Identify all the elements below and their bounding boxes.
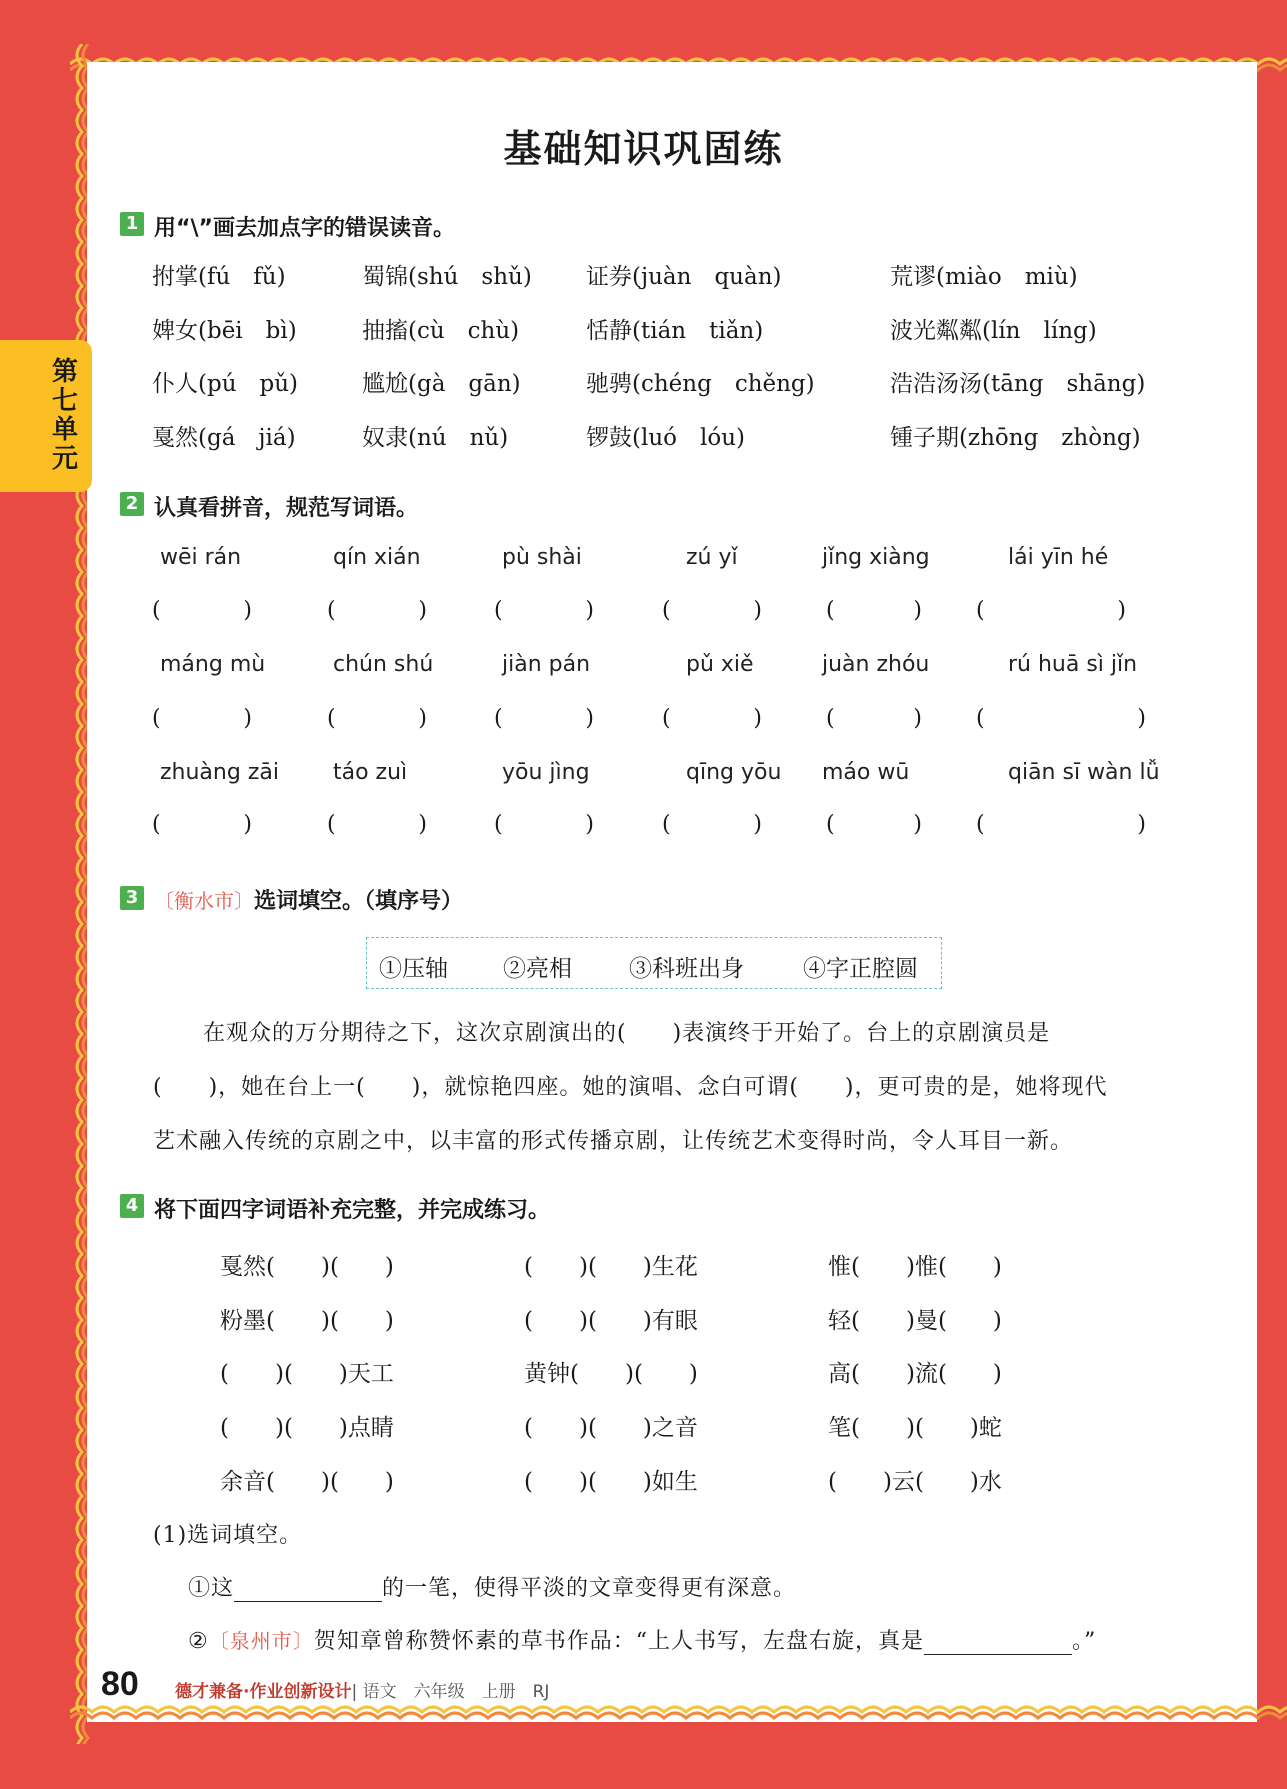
question-4-heading: 将下面四字词语补充完整，并完成练习。 (154, 1198, 551, 1223)
paren-close: ) (418, 812, 427, 837)
sentence-2-middle: 贺知章曾称赞怀素的草书作品：“上人书写，左盘右旋，真是 (313, 1629, 924, 1654)
answer-box[interactable] (976, 706, 1146, 731)
paren-close: ) (418, 598, 427, 623)
pinyin-prompt: máng mù (160, 652, 266, 677)
paren-close: ) (753, 812, 762, 837)
answer-box[interactable] (662, 812, 762, 837)
answer-box[interactable] (826, 812, 922, 837)
answer-box[interactable] (976, 598, 1126, 623)
pinyin-prompt: qín xián (333, 545, 421, 570)
fill-sentence-2 (188, 1624, 1198, 1655)
question-1-number: 1 (120, 212, 144, 236)
paren-open: ( (976, 598, 985, 623)
page-number: 80 (101, 1665, 139, 1703)
idiom-item[interactable]: 笔( )( )蛇 (828, 1415, 1002, 1441)
paren-close: ) (585, 706, 594, 731)
answer-box[interactable] (152, 598, 252, 623)
pinyin-prompt: yōu jìng (502, 760, 590, 785)
region-tag: 〔衡水市〕 (154, 889, 254, 913)
paren-close: ) (913, 812, 922, 837)
answer-box[interactable] (152, 706, 252, 731)
sentence-2-end: 。” (1071, 1629, 1097, 1654)
word-options-box (366, 937, 942, 989)
reading-item: 证券(juàn quàn) (586, 264, 782, 290)
idiom-item[interactable]: 余音( )( ) (220, 1469, 394, 1495)
footer-caption (175, 1677, 549, 1702)
paren-open: ( (494, 706, 503, 731)
fill-sentence-1 (188, 1571, 1198, 1602)
pinyin-prompt: chún shú (333, 652, 434, 677)
sentence-2-start: ② (188, 1629, 209, 1654)
option-4: ④字正腔圆 (803, 956, 918, 982)
idiom-item[interactable]: 戛然( )( ) (220, 1254, 394, 1280)
answer-blank-1[interactable] (234, 1577, 382, 1602)
unit-tab-label: 第七单元 (52, 357, 79, 474)
paren-open: ( (976, 812, 985, 837)
pinyin-prompt: zú yǐ (686, 545, 738, 570)
paren-open: ( (327, 812, 336, 837)
sentence-1-end: 的一笔，使得平淡的文章变得更有深意。 (382, 1576, 797, 1601)
answer-box[interactable] (327, 812, 427, 837)
paren-open: ( (976, 706, 985, 731)
paren-close: ) (585, 598, 594, 623)
paren-close: ) (243, 812, 252, 837)
idiom-item[interactable]: ( )( )有眼 (524, 1308, 698, 1334)
idiom-item[interactable]: ( )( )天工 (220, 1361, 394, 1387)
paren-open: ( (826, 598, 835, 623)
reading-item: 仆人(pú pǔ) (152, 371, 299, 397)
answer-box[interactable] (826, 598, 922, 623)
paren-open: ( (152, 706, 161, 731)
reading-item: 尴尬(gà gān) (362, 371, 521, 397)
paren-close: ) (243, 598, 252, 623)
reading-item: 拊掌(fú fǔ) (152, 264, 286, 290)
answer-box[interactable] (327, 706, 427, 731)
paren-close: ) (1117, 598, 1126, 623)
answer-box[interactable] (826, 706, 922, 731)
question-2-number: 2 (120, 492, 144, 516)
idiom-item[interactable]: ( )( )点睛 (220, 1415, 394, 1441)
reading-item: 恬静(tián tiǎn) (586, 318, 764, 344)
idiom-item[interactable]: ( )云( )水 (828, 1469, 1002, 1495)
paren-close: ) (753, 598, 762, 623)
reading-item: 锣鼓(luó lóu) (586, 425, 745, 451)
paren-close: ) (418, 706, 427, 731)
pinyin-prompt: jiàn pán (502, 652, 591, 677)
idiom-item[interactable]: ( )( )生花 (524, 1254, 698, 1280)
paragraph-line-2: ( )，她在台上一( )，就惊艳四座。她的演唱、念白可谓( )，更可贵的是，她将现代 (153, 1075, 1108, 1100)
bottom-border-decoration (70, 1700, 1287, 1734)
answer-box[interactable] (976, 812, 1146, 837)
paren-open: ( (662, 598, 671, 623)
pinyin-prompt: jǐng xiàng (822, 545, 930, 570)
reading-item: 驰骋(chéng chěng) (586, 371, 815, 397)
idiom-item[interactable]: 黄钟( )( ) (524, 1361, 698, 1387)
reading-item: 婢女(bēi bì) (152, 318, 297, 344)
pinyin-prompt: máo wū (822, 760, 910, 785)
footer-book-info: | 语文 六年级 上册 RJ (351, 1682, 550, 1702)
reading-item: 锺子期(zhōng zhòng) (890, 425, 1141, 451)
pinyin-prompt: juàn zhóu (822, 652, 930, 677)
sub-question-1: (1)选词填空。 (153, 1523, 303, 1548)
paren-open: ( (662, 812, 671, 837)
answer-box[interactable] (662, 598, 762, 623)
unit-tab (0, 340, 92, 492)
pinyin-prompt: qiān sī wàn lǚ (1008, 760, 1160, 785)
idiom-item[interactable]: 惟( )惟( ) (828, 1254, 1002, 1280)
idiom-item[interactable]: ( )( )之音 (524, 1415, 698, 1441)
region-tag-2: 〔泉州市〕 (208, 1629, 314, 1653)
paren-open: ( (152, 812, 161, 837)
pinyin-prompt: rú huā sì jǐn (1008, 652, 1138, 677)
pinyin-prompt: pǔ xiě (686, 652, 754, 677)
paren-close: ) (585, 812, 594, 837)
answer-box[interactable] (327, 598, 427, 623)
reading-item: 奴隶(nú nǔ) (362, 425, 509, 451)
footer-brand: 德才兼备·作业创新设计 (175, 1682, 352, 1702)
pinyin-prompt: zhuàng zāi (160, 760, 279, 785)
paren-open: ( (152, 598, 161, 623)
reading-item: 荒谬(miào miù) (890, 264, 1078, 290)
paragraph-line-1: 在观众的万分期待之下，这次京剧演出的( )表演终于开始了。台上的京剧演员是 (203, 1021, 1051, 1046)
paren-close: ) (913, 598, 922, 623)
option-1: ①压轴 (379, 956, 448, 982)
idiom-item[interactable]: 轻( )曼( ) (828, 1308, 1002, 1334)
answer-box[interactable] (494, 812, 594, 837)
answer-blank-2[interactable] (924, 1630, 1072, 1655)
reading-item: 抽搐(cù chù) (362, 318, 520, 344)
paragraph-line-3: 艺术融入传统的京剧之中，以丰富的形式传播京剧，让传统艺术变得时尚，令人耳目一新。 (153, 1129, 1074, 1154)
reading-item: 戛然(gá jiá) (152, 425, 296, 451)
paren-open: ( (826, 812, 835, 837)
pinyin-prompt: wēi rán (160, 545, 242, 570)
paren-open: ( (327, 598, 336, 623)
pinyin-prompt: táo zuì (333, 760, 408, 785)
answer-box[interactable] (662, 706, 762, 731)
page-title: 基础知识巩固练 (503, 127, 784, 171)
reading-item: 蜀锦(shú shǔ) (362, 264, 532, 290)
paren-open: ( (826, 706, 835, 731)
reading-item: 浩浩汤汤(tāng shāng) (890, 371, 1146, 397)
paren-close: ) (913, 706, 922, 731)
pinyin-prompt: lái yīn hé (1008, 545, 1109, 570)
option-2: ②亮相 (503, 956, 572, 982)
pinyin-prompt: qīng yōu (686, 760, 782, 785)
sentence-1-start: ①这 (188, 1576, 235, 1601)
paren-close: ) (1137, 812, 1146, 837)
question-3-number: 3 (120, 886, 144, 910)
answer-box[interactable] (152, 812, 252, 837)
question-3-heading: 选词填空。（填序号） (254, 889, 464, 914)
answer-box[interactable] (494, 706, 594, 731)
question-2-heading: 认真看拼音，规范写词语。 (154, 496, 419, 521)
paren-close: ) (1137, 706, 1146, 731)
reading-item: 波光粼粼(lín líng) (890, 318, 1097, 344)
paren-open: ( (494, 812, 503, 837)
paren-close: ) (243, 706, 252, 731)
question-4-number: 4 (120, 1194, 144, 1218)
idiom-item[interactable]: ( )( )如生 (524, 1469, 698, 1495)
pinyin-prompt: pù shài (502, 545, 582, 570)
paren-open: ( (494, 598, 503, 623)
question-3-heading-line (154, 884, 463, 915)
answer-box[interactable] (494, 598, 594, 623)
paren-close: ) (753, 706, 762, 731)
option-3: ③科班出身 (629, 956, 744, 982)
paren-open: ( (662, 706, 671, 731)
idiom-item[interactable]: 粉墨( )( ) (220, 1308, 394, 1334)
question-1-heading: 用“\”画去加点字的错误读音。 (154, 216, 455, 241)
idiom-item[interactable]: 高( )流( ) (828, 1361, 1002, 1387)
paren-open: ( (327, 706, 336, 731)
